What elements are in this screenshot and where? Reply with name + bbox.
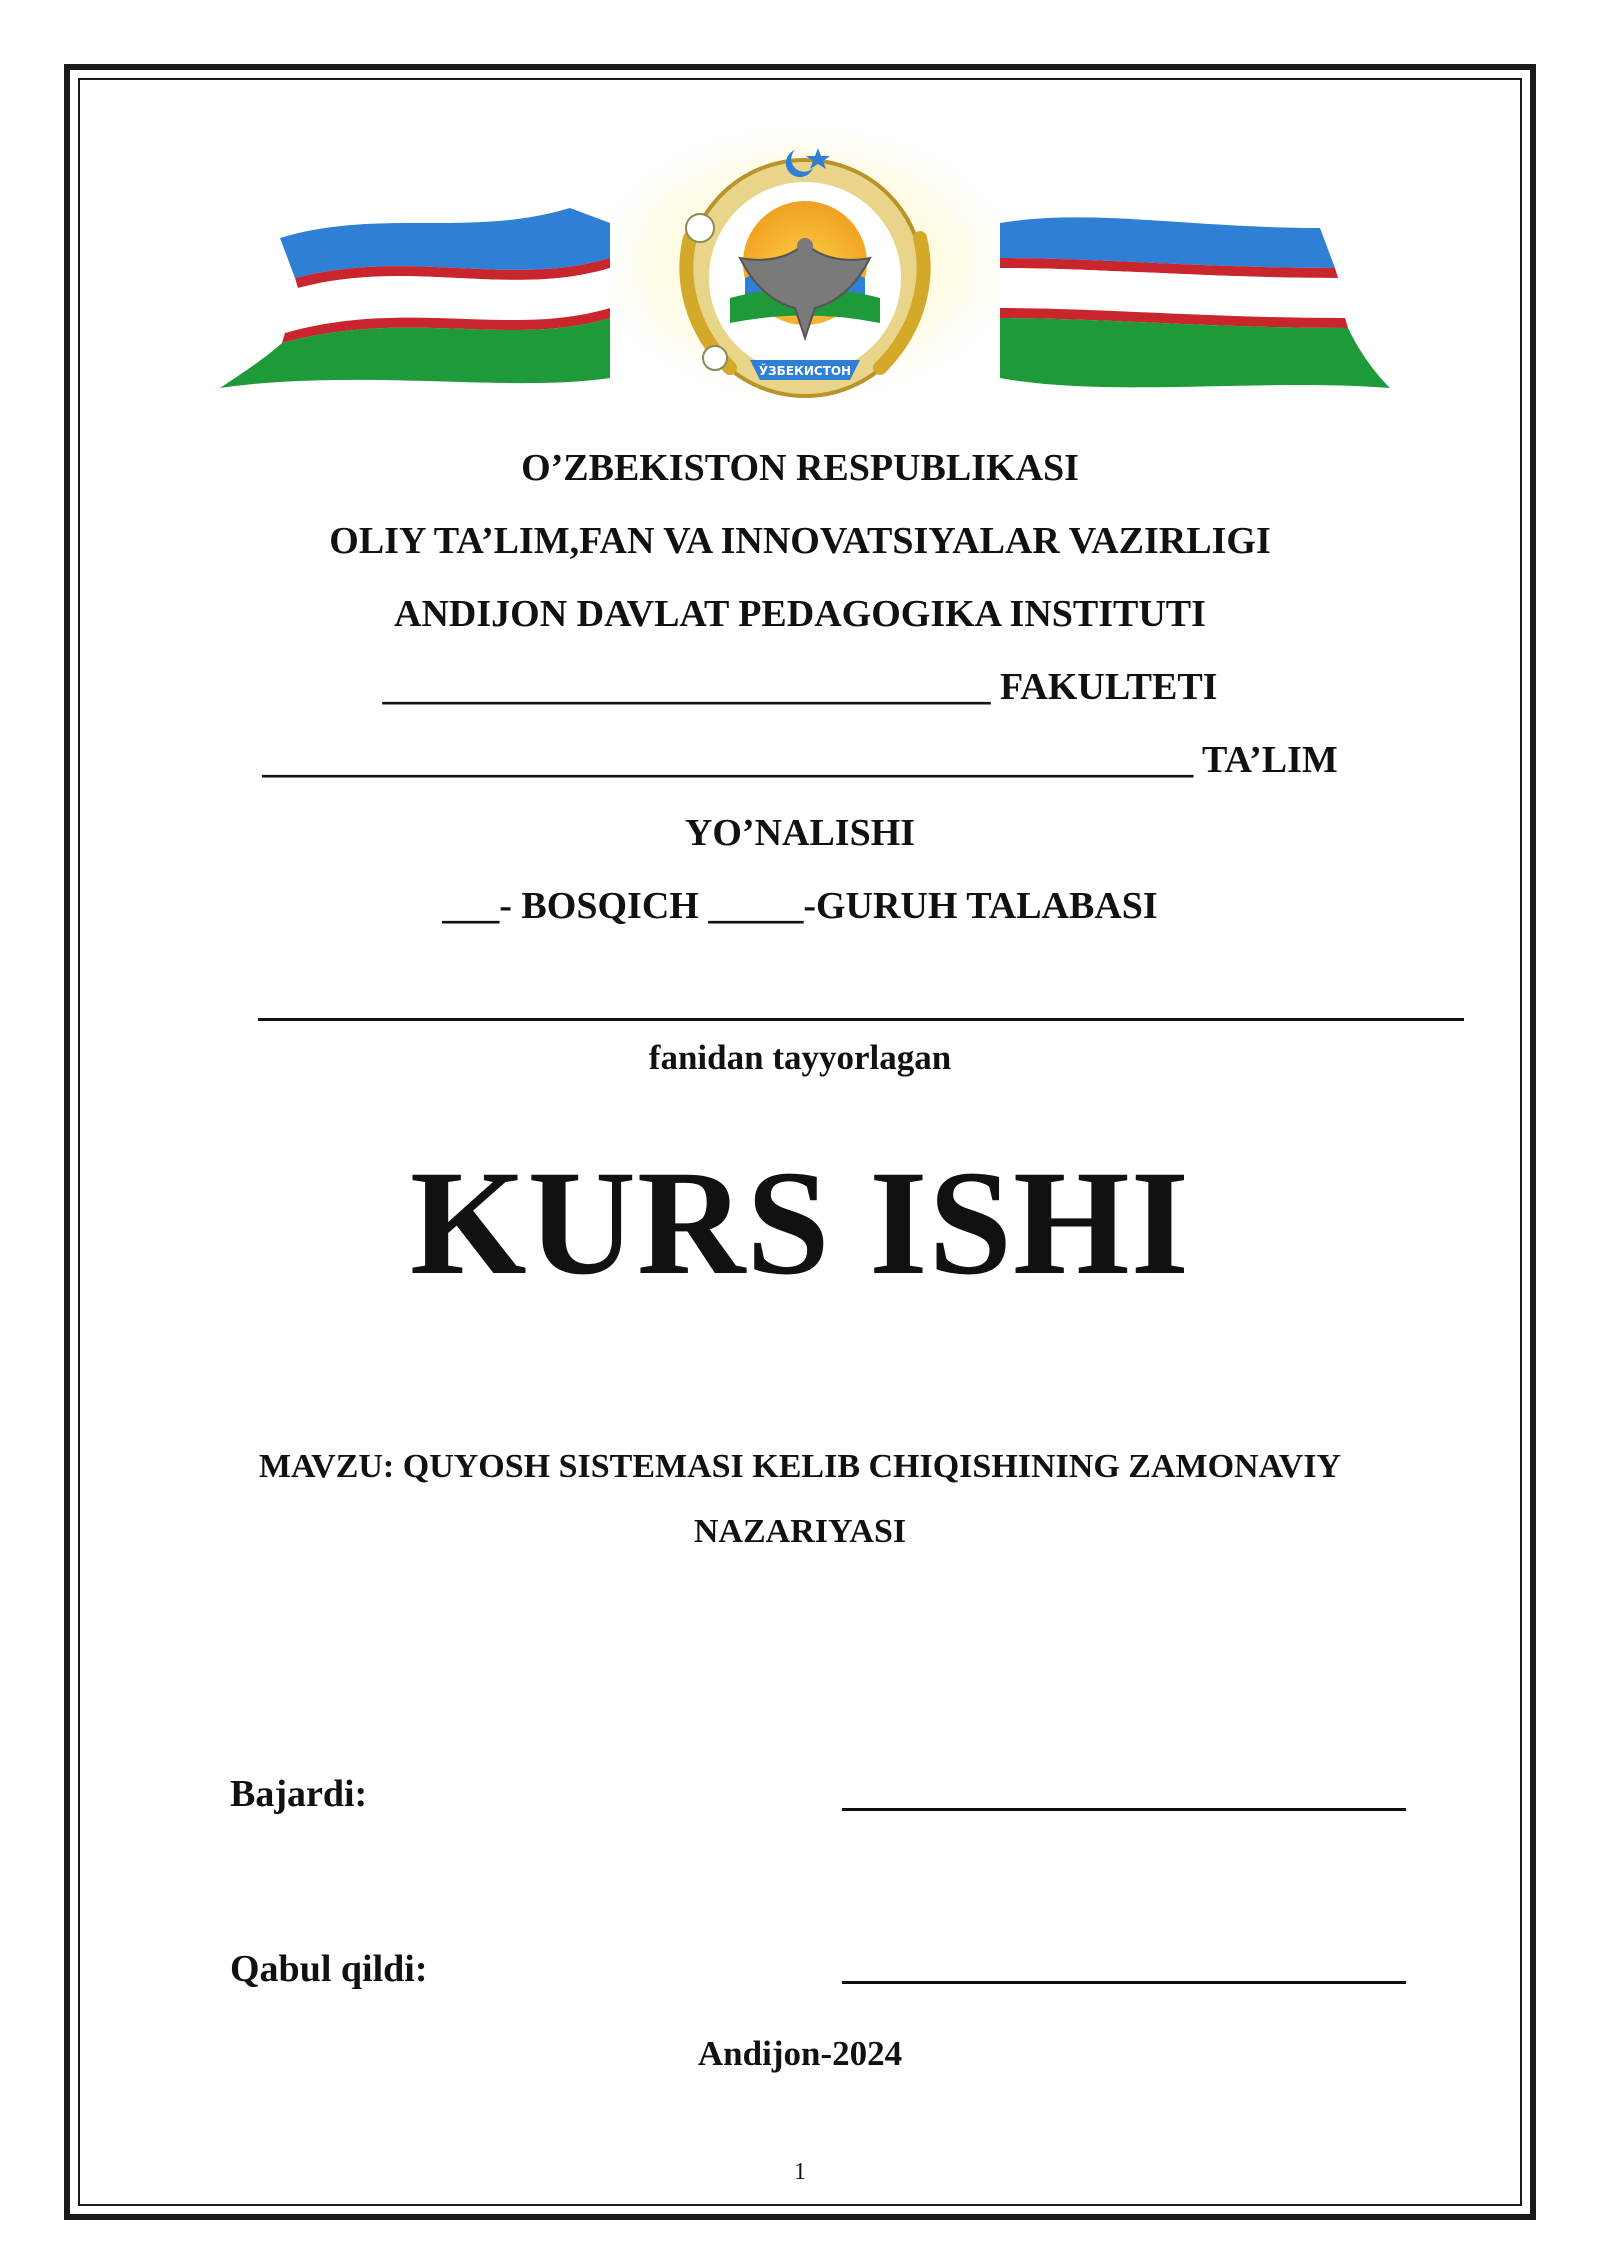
- ministry-name: OLIY TA’LIM,FAN VA INNOVATSIYALAR VAZIRLIGI: [329, 520, 1271, 562]
- performed-label: Bajardi:: [230, 1773, 368, 1815]
- direction-line: _________________________________________________ TA’LIM: [262, 739, 1338, 781]
- document-title: KURS ISHI: [409, 1140, 1191, 1306]
- page-number: 1: [794, 2159, 806, 2185]
- institute-name: ANDIJON DAVLAT PEDAGOGIKA INSTITUTI: [394, 593, 1206, 635]
- country-name: O’ZBEKISTON RESPUBLIKASI: [521, 447, 1079, 489]
- topic-line-1: MAVZU: QUYOSH SISTEMASI KELIB CHIQISHINING ZAMONAVIY: [258, 1448, 1342, 1485]
- accepted-signature-line: [842, 1981, 1406, 1984]
- direction-line-2: YO’NALISHI: [684, 812, 916, 854]
- topic-line-2: NAZARIYASI: [693, 1513, 907, 1550]
- subject-caption: fanidan tayyorlagan: [648, 1038, 952, 1077]
- faculty-line: ________________________________ FAKULTETI: [382, 666, 1218, 708]
- state-emblem-banner: [210, 128, 1400, 423]
- subject-blank-line: [258, 1018, 1464, 1021]
- flag-left: [220, 208, 610, 388]
- accepted-label: Qabul qildi:: [230, 1948, 428, 1990]
- performed-signature-line: [842, 1808, 1406, 1811]
- emblem-ribbon-text: ЎЗБЕКИСТОН: [758, 364, 852, 378]
- stage-group-line: ___- BOSQICH _____-GURUH TALABASI: [442, 885, 1158, 927]
- place-year: Andijon-2024: [697, 2034, 903, 2073]
- flag-right: [1000, 217, 1390, 388]
